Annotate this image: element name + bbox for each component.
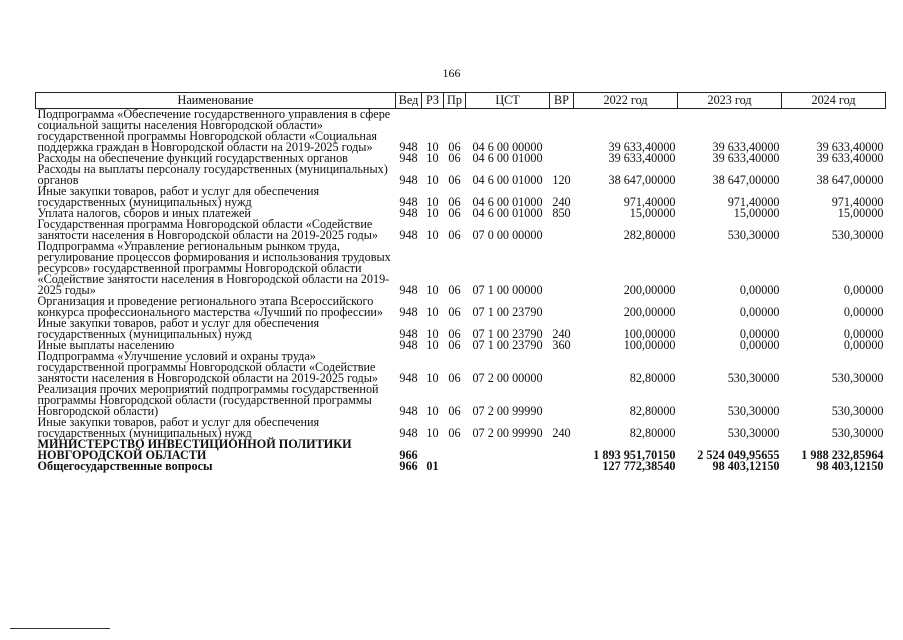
- row-pr: 06: [448, 426, 461, 440]
- row-2023: 530,30000: [727, 371, 780, 385]
- row-2022: 82,80000: [629, 371, 676, 385]
- row-2024: 15,00000: [837, 206, 884, 220]
- header-2023: 2023 год: [678, 93, 782, 109]
- header-rz: РЗ: [422, 93, 444, 109]
- row-vr: 240: [552, 195, 571, 209]
- row-cst: [466, 439, 550, 461]
- row-vr: [550, 351, 574, 384]
- row-cst: 04 6 00 00000: [472, 140, 543, 154]
- row-2023: 39 633,40000: [712, 140, 780, 154]
- row-pr: 06: [448, 206, 461, 220]
- row-name: Расходы на выплаты персоналу государственных (муниципальных) органов: [37, 162, 388, 187]
- row-2023: 530,30000: [727, 426, 780, 440]
- table-row: [36, 417, 886, 439]
- footnote-divider: [10, 628, 110, 629]
- row-name: Иные выплаты населению: [37, 338, 175, 352]
- row-2024: 0,00000: [843, 283, 884, 297]
- table-row: [36, 109, 886, 154]
- row-rz: 10: [426, 283, 439, 297]
- row-pr: 06: [448, 283, 461, 297]
- row-cst: 04 6 00 01000: [472, 173, 543, 187]
- row-pr: 06: [448, 228, 461, 242]
- row-2022: 1 893 951,70150: [593, 448, 676, 462]
- row-rz: 10: [426, 327, 439, 341]
- row-ved: 948: [399, 206, 418, 220]
- row-name: Общегосударственные вопросы: [37, 459, 213, 473]
- row-cst: 07 2 00 00000: [472, 371, 543, 385]
- row-rz: 10: [426, 206, 439, 220]
- row-2023: 39 633,40000: [712, 151, 780, 165]
- row-2024: 38 647,00000: [816, 173, 884, 187]
- header-ved: Вед: [396, 93, 422, 109]
- table-row: [36, 296, 886, 318]
- row-name: Реализация прочих мероприятий подпрограммы государственной программы Новгородской области (государственной программы Новгородской области): [37, 382, 379, 418]
- row-2024: 98 403,12150: [816, 459, 884, 473]
- row-2023: 530,30000: [727, 228, 780, 242]
- row-2023: 971,40000: [727, 195, 780, 209]
- table-body: [36, 109, 886, 473]
- row-name: Иные закупки товаров, работ и услуг для обеспечения государственных (муниципальных) нужд: [37, 316, 320, 341]
- row-cst: 07 2 00 99990: [472, 404, 543, 418]
- row-rz: 01: [426, 459, 439, 473]
- row-name: Подпрограмма «Обеспечение государственного управления в сфере социальной защиты населения Новгородской области» государственной программы Новгородской области «Социальная поддержка граждан в Новгородской области на 2019-2025 годы»: [37, 107, 391, 154]
- row-2022: 200,00000: [623, 283, 676, 297]
- row-vr: [550, 241, 574, 296]
- row-ved: 948: [399, 151, 418, 165]
- row-2024: 39 633,40000: [816, 140, 884, 154]
- row-cst: 07 0 00 00000: [472, 228, 543, 242]
- row-ved: 948: [399, 228, 418, 242]
- row-2024: 0,00000: [843, 305, 884, 319]
- row-2022: 282,80000: [623, 228, 676, 242]
- row-pr: 06: [448, 305, 461, 319]
- row-cst: 07 1 00 23790: [472, 305, 543, 319]
- row-2023: 15,00000: [733, 206, 780, 220]
- row-2022: 38 647,00000: [608, 173, 676, 187]
- row-pr: [444, 461, 466, 472]
- row-2023: 0,00000: [739, 327, 780, 341]
- row-name: Подпрограмма «Управление региональным рынком труда, регулирование процессов формирования и использования трудовых ресурсов» государственной программы Новгородской области «Содействие занятости населения в Новгородской области на 2019-2025 годы»: [37, 239, 391, 297]
- row-ved: 948: [399, 173, 418, 187]
- row-name: Уплата налогов, сборов и иных платежей: [37, 206, 251, 220]
- row-2023: 0,00000: [739, 283, 780, 297]
- row-pr: 06: [448, 371, 461, 385]
- row-ved: 948: [399, 404, 418, 418]
- row-name: Иные закупки товаров, работ и услуг для обеспечения государственных (муниципальных) нужд: [37, 184, 320, 209]
- row-vr: [550, 296, 574, 318]
- row-ved: 948: [399, 371, 418, 385]
- row-pr: 06: [448, 151, 461, 165]
- row-vr: 240: [552, 426, 571, 440]
- table-row: [36, 241, 886, 296]
- row-2024: 530,30000: [831, 404, 884, 418]
- row-cst: 04 6 00 01000: [472, 195, 543, 209]
- row-pr: 06: [448, 338, 461, 352]
- table-row: [36, 461, 886, 472]
- row-2024: 530,30000: [831, 426, 884, 440]
- row-name: Государственная программа Новгородской области «Содействие занятости населения в Новгородской области на 2019-2025 годы»: [37, 217, 378, 242]
- row-name: Организация и проведение регионального этапа Всероссийского конкурса профессионального мастерства «Лучший по профессии»: [37, 294, 384, 319]
- row-rz: [422, 439, 444, 461]
- row-pr: 06: [448, 327, 461, 341]
- row-name: Подпрограмма «Улучшение условий и охраны труда» государственной программы Новгородской области «Содействие занятости населения в Новгородской области на 2019-2025 годы»: [37, 349, 378, 385]
- row-2022: 82,80000: [629, 426, 676, 440]
- row-ved: 948: [399, 305, 418, 319]
- row-vr: [550, 109, 574, 154]
- page-number: 166: [442, 66, 461, 80]
- header-2024: 2024 год: [782, 93, 886, 109]
- row-vr: [550, 439, 574, 461]
- header-cst: ЦСТ: [466, 93, 550, 109]
- row-pr: 06: [448, 195, 461, 209]
- table-row: [36, 439, 886, 461]
- row-2022: 200,00000: [623, 305, 676, 319]
- row-ved: 948: [399, 195, 418, 209]
- row-name: Расходы на обеспечение функций государственных органов: [37, 151, 348, 165]
- row-2022: 127 772,38540: [602, 459, 676, 473]
- row-cst: 07 2 00 99990: [472, 426, 543, 440]
- row-vr: 850: [552, 206, 571, 220]
- row-ved: 948: [399, 283, 418, 297]
- row-rz: 10: [426, 338, 439, 352]
- row-cst: 07 1 00 00000: [472, 283, 543, 297]
- row-pr: 06: [448, 173, 461, 187]
- header-pr: Пр: [444, 93, 466, 109]
- row-ved: 948: [399, 338, 418, 352]
- row-ved: 948: [399, 140, 418, 154]
- header-name: Наименование: [36, 93, 396, 109]
- row-rz: 10: [426, 140, 439, 154]
- row-pr: 06: [448, 404, 461, 418]
- row-2023: 98 403,12150: [712, 459, 780, 473]
- table-row: [36, 219, 886, 241]
- row-2022: 39 633,40000: [608, 140, 676, 154]
- row-vr: 120: [552, 173, 571, 187]
- budget-table: [35, 92, 886, 472]
- row-cst: 04 6 00 01000: [472, 206, 543, 220]
- row-rz: 10: [426, 195, 439, 209]
- row-2022: 100,00000: [623, 338, 676, 352]
- row-rz: 10: [426, 228, 439, 242]
- row-vr: [550, 153, 574, 164]
- row-vr: [550, 461, 574, 472]
- row-pr: [444, 439, 466, 461]
- table-row: [36, 186, 886, 208]
- table-row: [36, 384, 886, 417]
- row-2022: 100,00000: [623, 327, 676, 341]
- row-rz: 10: [426, 151, 439, 165]
- row-rz: 10: [426, 173, 439, 187]
- row-vr: [550, 219, 574, 241]
- header-2022: 2022 год: [574, 93, 678, 109]
- row-2023: 2 524 049,95655: [697, 448, 780, 462]
- row-2023: 0,00000: [739, 338, 780, 352]
- row-2024: 0,00000: [843, 338, 884, 352]
- row-2023: 38 647,00000: [712, 173, 780, 187]
- row-cst: 07 1 00 23790: [472, 338, 543, 352]
- row-2024: 530,30000: [831, 228, 884, 242]
- row-2022: 82,80000: [629, 404, 676, 418]
- row-2024: 1 988 232,85964: [801, 448, 884, 462]
- row-vr: [550, 384, 574, 417]
- row-ved: 966: [399, 448, 418, 462]
- row-rz: 10: [426, 426, 439, 440]
- row-rz: 10: [426, 404, 439, 418]
- row-2024: 39 633,40000: [816, 151, 884, 165]
- row-rz: 10: [426, 371, 439, 385]
- row-2023: 0,00000: [739, 305, 780, 319]
- row-vr: 360: [552, 338, 571, 352]
- row-rz: 10: [426, 305, 439, 319]
- row-cst: 07 1 00 23790: [472, 327, 543, 341]
- row-2023: 530,30000: [727, 404, 780, 418]
- row-cst: 04 6 00 01000: [472, 151, 543, 165]
- row-pr: 06: [448, 140, 461, 154]
- table-row: [36, 164, 886, 186]
- table-row: [36, 318, 886, 340]
- row-2022: 39 633,40000: [608, 151, 676, 165]
- row-2022: 15,00000: [629, 206, 676, 220]
- row-ved: 948: [399, 426, 418, 440]
- header-vr: ВР: [550, 93, 574, 109]
- row-2024: 530,30000: [831, 371, 884, 385]
- row-vr: 240: [552, 327, 571, 341]
- row-2024: 971,40000: [831, 195, 884, 209]
- table-row: [36, 351, 886, 384]
- row-2024: 0,00000: [843, 327, 884, 341]
- row-cst: [466, 461, 550, 472]
- row-ved: 966: [399, 459, 418, 473]
- row-2022: 971,40000: [623, 195, 676, 209]
- row-name: Иные закупки товаров, работ и услуг для обеспечения государственных (муниципальных) нужд: [37, 415, 320, 440]
- row-name: МИНИСТЕРСТВО ИНВЕСТИЦИОННОЙ ПОЛИТИКИ НОВГОРОДСКОЙ ОБЛАСТИ: [37, 437, 352, 462]
- row-ved: 948: [399, 327, 418, 341]
